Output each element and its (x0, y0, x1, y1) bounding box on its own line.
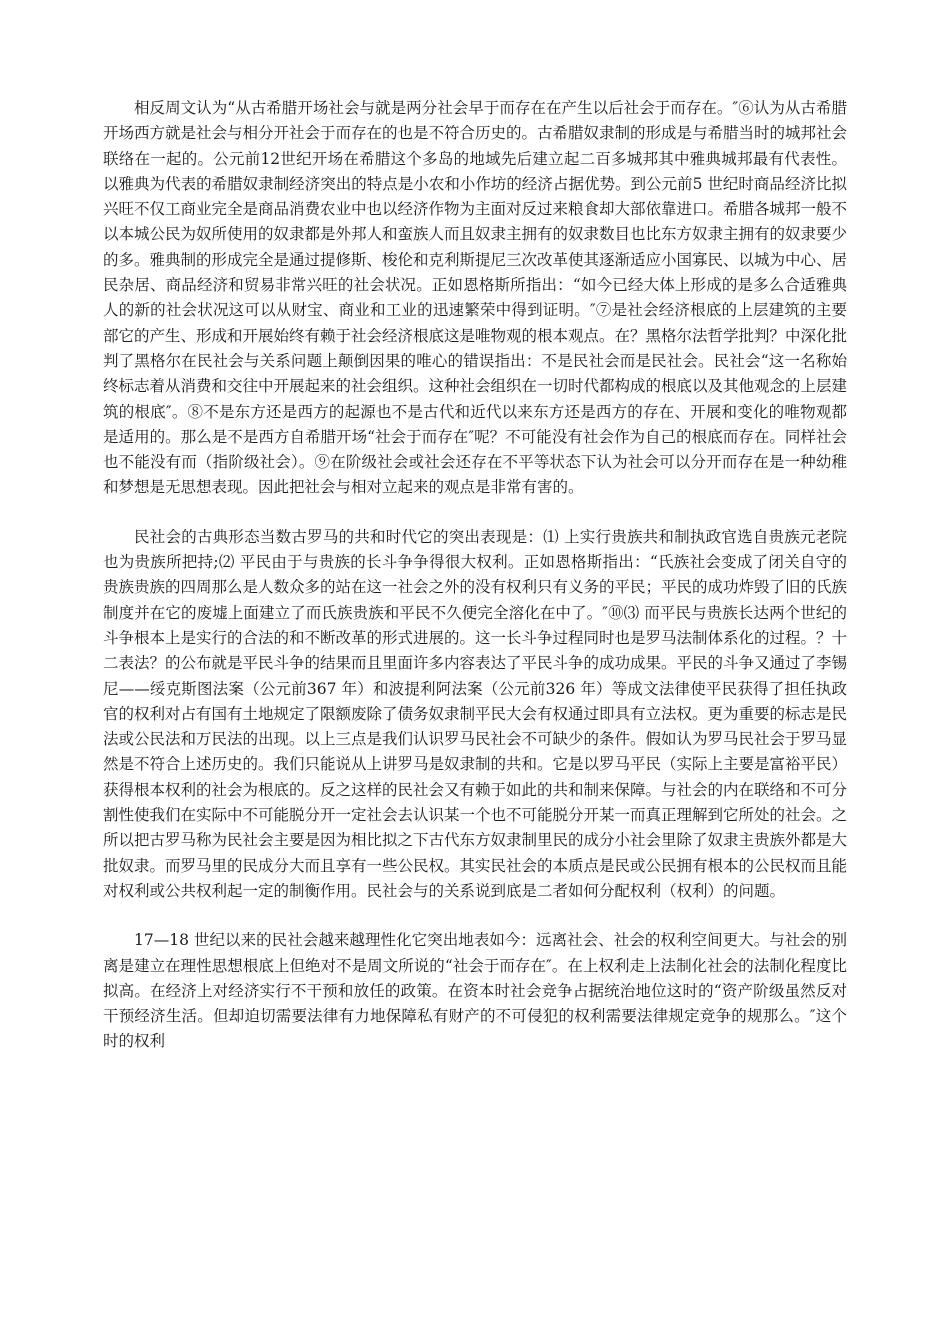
paragraph-greek-society: 相反周文认为“从古希腊开场社会与就是两分社会早于而存在在产生以后社会于而存在。″⑥认为从古希腊开场西方就是社会与相分开社会于而存在的也是不符合历史的。古希腊奴隶制的形成是与希腊当时的城邦社会联络在一起的。公元前12世纪开场在希腊这个多岛的地域先后建立起二百多城邦其中雅典城邦最有代表性。以雅典为代表的希腊奴隶制经济突出的特点是小农和小作坊的经济占据优势。到公元前5 世纪时商品经济比拟兴旺不仅工商业完全是商品消费农业中也以经济作物为主面对反过来粮食却大部依靠进口。希腊各城邦一般不以本城公民为奴所使用的奴隶都是外邦人和蛮族人而且奴隶主拥有的奴隶数目也比东方奴隶主拥有的奴隶要少的多。雅典制的形成完全是通过提修斯、梭伦和克利斯提尼三次改革使其逐渐适应小国寡民、以城为中心、居民杂居、商品经济和贸易非常兴旺的社会状况。正如恩格斯所指出：“如今已经大体上形成的是多么合适雅典人的新的社会状况这可以从财宝、商业和工业的迅速繁荣中得到证明。″⑦是社会经济根底的上层建筑的主要部它的产生、形成和开展始终有赖于社会经济根底这是唯物观的根本观点。在？黑格尔法哲学批判？中深化批判了黑格尔在民社会与关系问题上颠倒因果的唯心的错误指出：不是民社会而是民社会。民社会“这一名称始终标志着从消费和交往中开展起来的社会组织。这种社会组织在一切时代都构成的根底以及其他观念的上层建筑的根底″。⑧不是东方还是西方的起源也不是古代和近代以来东方还是西方的存在、开展和变化的唯物观都是适用的。那么是不是西方自希腊开场“社会于而存在″呢？不可能没有社会作为自己的根底而存在。同样社会也不能没有而（指阶级社会）。⑨在阶级社会或社会还存在不平等状态下认为社会可以分开而存在是一种幼稚和梦想是无思想表现。因此把社会与相对立起来的观点是非常有害的。 (103, 99, 848, 497)
document-body (103, 96, 847, 1055)
paragraph-roman-civil-society: 民社会的古典形态当数古罗马的共和时代它的突出表现是：⑴ 上实行贵族共和制执政官选自贵族元老院也为贵族所把持;⑵ 平民由于与贵族的长斗争争得很大权利。正如恩格斯指出：“氏族社会变成了闭关自守的贵族贵族的四周那么是人数众多的站在这一社会之外的没有权利只有义务的平民；平民的成功炸毁了旧的氏族制度并在它的废墟上面建立了而氏族贵族和平民不久便完全溶化在中了。″⑩⑶ 而平民与贵族长达两个世纪的斗争根本上是实行的合法的和不断改革的形式进展的。这一长斗争过程同时也是罗马法制体系化的过程。？十二表法？的公布就是平民斗争的结果而且里面许多内容表达了平民斗争的成功成果。平民的斗争又通过了李锡尼——绥克斯图法案（公元前367 年）和波提利阿法案（公元前326 年）等成文法律使平民获得了担任执政官的权利对占有国有土地规定了限额废除了债务奴隶制平民大会有权通过即具有立法权。更为重要的标志是民法或公民法和万民法的出现。以上三点是我们认识罗马民社会不可缺少的条件。假如认为罗马民社会于罗马显然是不符合上述历史的。我们只能说从上讲罗马是奴隶制的共和。它是以罗马平民（实际上主要是富裕平民）获得根本权利的社会为根底的。反之这样的民社会又有赖于如此的共和制来保障。与社会的内在联络和不可分割性使我们在实际中不可能脱分开一定社会去认识某一个也不可能脱分开某一而真正理解到它所处的社会。之所以把古罗马称为民社会主要是因为相比拟之下古代东方奴隶制里民的成分小社会里除了奴隶主贵族外都是大批奴隶。而罗马里的民成分大而且享有一些公民权。其实民社会的本质点是民或公民拥有根本的公民权而且能对权利或公共权利起一定的制衡作用。民社会与的关系说到底是二者如何分配权利（权利）的问题。 (103, 527, 848, 900)
paragraph-17-18th-century: 17—18 世纪以来的民社会越来越理性化它突出地表如今：远离社会、社会的权利空间更大。与社会的别离是建立在理性思想根底上但绝对不是周文所说的“社会于而存在″。在上权利走上法制化社会的法制化程度比拟高。在经济上对经济实行不干预和放任的政策。在资本时社会竞争占据统治地位这时的“资产阶级虽然反对干预经济生活。但却迫切需要法律有力地保障私有财产的不可侵犯的权利需要法律规定竞争的规那么。″这个时的权利 (103, 931, 847, 1051)
